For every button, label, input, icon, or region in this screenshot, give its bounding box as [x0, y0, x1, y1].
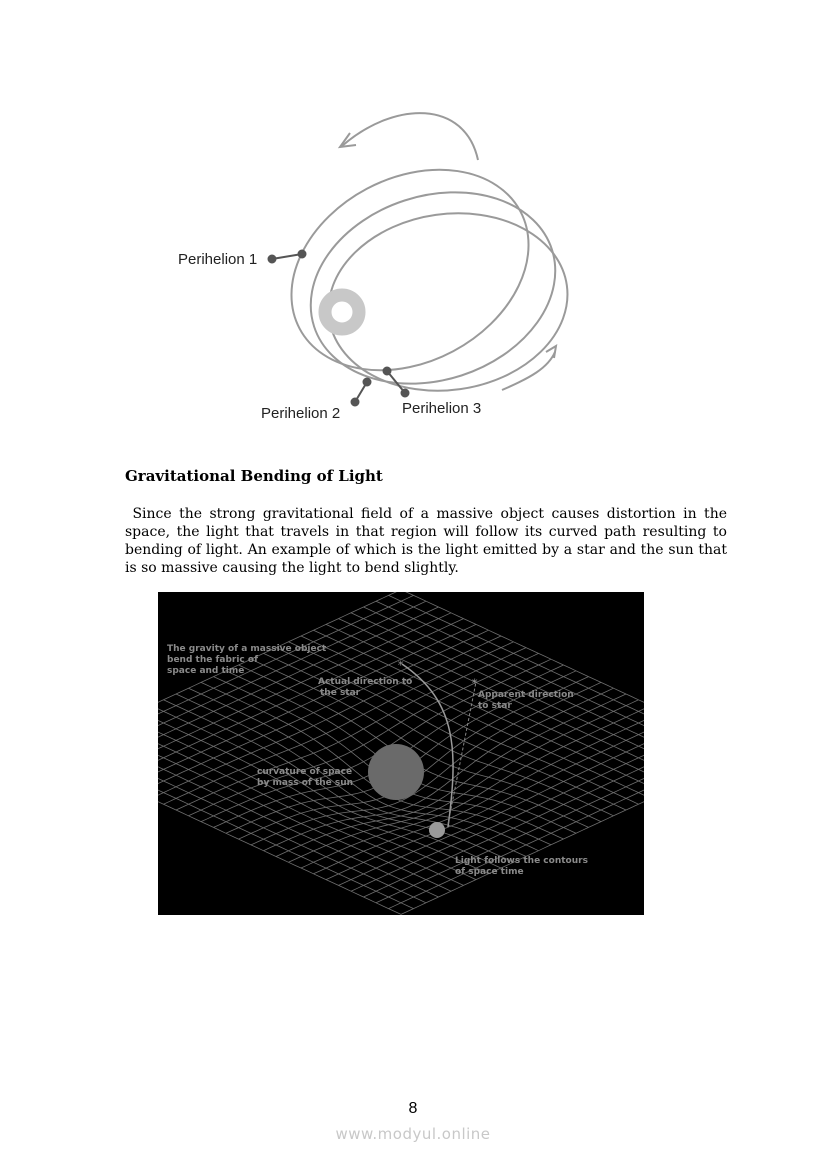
page-number: 8: [408, 1100, 418, 1117]
perihelion-2-label: Perihelion 2: [261, 405, 341, 422]
curvature-caption-line1: curvature of space: [257, 767, 353, 777]
actual-direction-line1: Actual direction to: [318, 677, 413, 687]
perihelion-1-label: Perihelion 1: [178, 251, 258, 268]
light-caption-line2: of space time: [455, 867, 524, 877]
gravity-caption-line2: bend the fabric of: [167, 655, 258, 665]
perihelion-3-label: Perihelion 3: [402, 400, 482, 417]
gravity-caption-line3: space and time: [167, 666, 245, 676]
actual-direction-line2: the star: [320, 688, 361, 698]
star-actual-icon: *: [398, 659, 404, 672]
gravity-caption-line1: The gravity of a massive object: [167, 644, 327, 654]
sun-sphere: [368, 744, 424, 800]
apparent-direction-line2: to star: [478, 701, 512, 711]
light-caption-line1: Light follows the contours: [455, 856, 588, 866]
orbit-precession-figure: [150, 100, 610, 440]
section-heading: Gravitational Bending of Light: [125, 467, 383, 485]
orbit-ellipse-2: [286, 162, 581, 414]
orbit-arc-bottom: [502, 352, 555, 390]
star-apparent-icon: *: [472, 677, 478, 690]
curvature-caption-line2: by mass of the sun: [257, 778, 354, 788]
section-paragraph: Since the strong gravitational field of a massive object causes distortion in the space, the light that travels in that region will follow its curved path resulting to bending of light. An example of which is the light emitted by a star and the sun that is so massive causing the light to bend slightly.: [125, 506, 727, 576]
arrowhead-bottom-icon: [546, 346, 556, 358]
orbit-arc-top: [342, 113, 478, 160]
orbit-ellipse-1: [256, 130, 563, 410]
apparent-direction-line1: Apparent direction: [478, 690, 574, 700]
watermark: www.modyul.online: [335, 1125, 491, 1143]
spacetime-bending-figure: [158, 592, 644, 915]
earth-icon: [429, 822, 445, 838]
sun-icon: [325, 295, 359, 329]
